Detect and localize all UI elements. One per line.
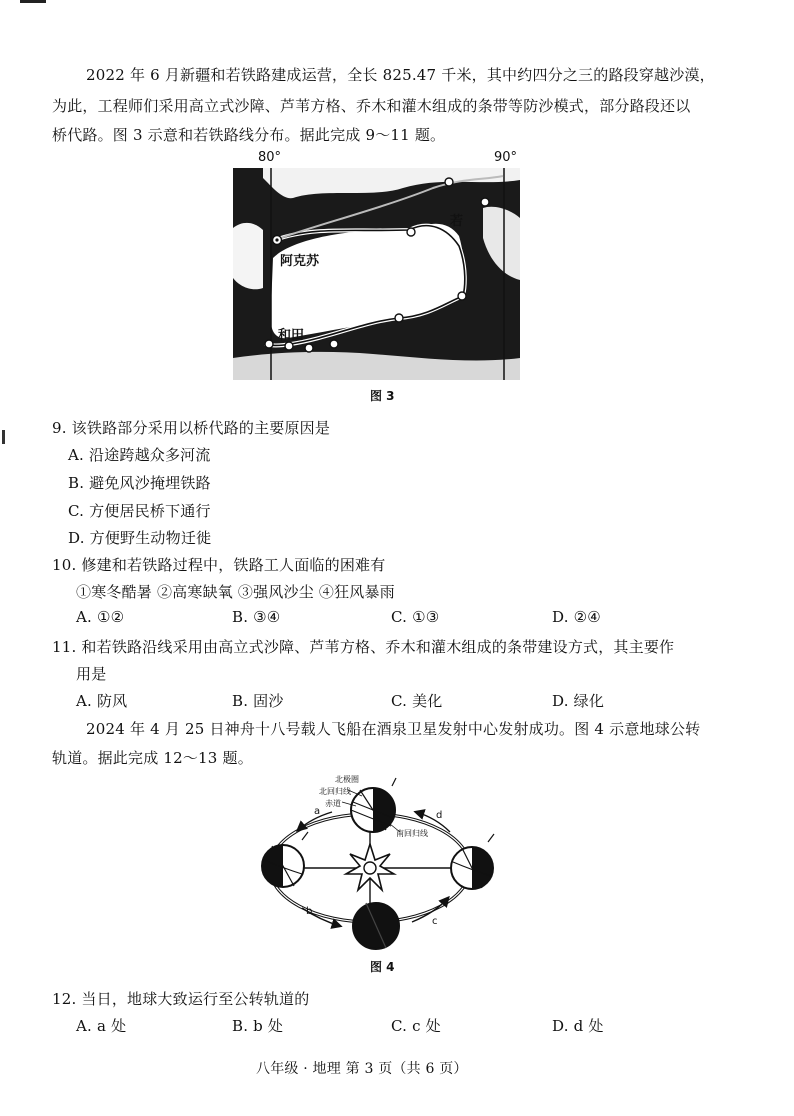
q11-stem-line1: 11. 和若铁路沿线采用由高立式沙障、芦苇方格、乔木和灌木组成的条带建设方式，其主要作 xyxy=(52,638,675,656)
q10-stem: 10. 修建和若铁路过程中，铁路工人面临的困难有 xyxy=(52,556,386,574)
fig3-lon-80: 80° xyxy=(258,150,282,165)
q11-option-c: C. 美化 xyxy=(391,692,443,710)
q10-option-c: C. ①③ xyxy=(391,608,440,626)
intro1-line1: 2022 年 6 月新疆和若铁路建成运营，全长 825.47 千米，其中约四分之三的路段穿越沙漠， xyxy=(86,66,715,84)
q9-option-b: B. 避免风沙掩埋铁路 xyxy=(68,474,211,492)
fig3-caption: 图 3 xyxy=(370,389,395,403)
scan-speck xyxy=(2,430,5,444)
fig4-position-c: c xyxy=(432,916,438,927)
q12-option-b: B. b 处 xyxy=(232,1017,284,1035)
fig3-lon-90: 90° xyxy=(494,150,518,165)
intro1-line2: 为此，工程师们采用高立式沙障、芦苇方格、乔木和灌木组成的条带等防沙模式，部分路段还以 xyxy=(52,97,691,115)
fig4-label-equator: 赤道 xyxy=(325,799,341,808)
fig4-label-tropic-south: 南回归线 xyxy=(396,829,428,838)
fig4-label-tropic-north: 北回归线 xyxy=(319,787,351,796)
page-footer: 八年级 · 地理 第 3 页（共 6 页） xyxy=(256,1061,468,1077)
fig3-railway-map xyxy=(233,168,520,380)
q11-option-b: B. 固沙 xyxy=(232,692,284,710)
q10-option-a: A. ①② xyxy=(76,608,125,626)
q12-option-c: C. c 处 xyxy=(391,1017,441,1035)
q9-option-c: C. 方便居民桥下通行 xyxy=(68,502,211,520)
q11-option-d: D. 绿化 xyxy=(552,692,605,710)
fig4-position-b: b xyxy=(306,906,313,917)
fig4-orbit-diagram xyxy=(250,770,510,955)
q9-option-d: D. 方便野生动物迁徙 xyxy=(68,529,212,547)
fig4-label-arctic: 北极圈 xyxy=(335,775,359,784)
fig4-position-d: d xyxy=(436,810,443,821)
fig3-city-ruoqiang: 若 xyxy=(450,214,464,229)
q10-items: ①寒冬酷暑 ②高寒缺氧 ③强风沙尘 ④狂风暴雨 xyxy=(76,583,395,601)
intro1-line3: 桥代路。图 3 示意和若铁路线分布。据此完成 9～11 题。 xyxy=(52,126,446,144)
q12-option-d: D. d 处 xyxy=(552,1017,604,1035)
q12-stem: 12. 当日，地球大致运行至公转轨道的 xyxy=(52,990,310,1008)
q9-option-a: A. 沿途跨越众多河流 xyxy=(68,446,211,464)
q10-option-d: D. ②④ xyxy=(552,608,601,626)
fig4-caption: 图 4 xyxy=(370,960,395,974)
intro2-line2: 轨道。据此完成 12～13 题。 xyxy=(52,749,253,767)
fig3-city-aksu: 阿克苏 xyxy=(280,254,320,269)
q11-option-a: A. 防风 xyxy=(76,692,128,710)
fig3-city-hotan: 和田 xyxy=(278,328,305,343)
q12-option-a: A. a 处 xyxy=(76,1017,127,1035)
q11-stem-line2: 用是 xyxy=(76,665,107,683)
q10-option-b: B. ③④ xyxy=(232,608,281,626)
scan-corner-mark xyxy=(20,0,46,3)
fig4-position-a: a xyxy=(314,806,321,817)
intro2-line1: 2024 年 4 月 25 日神舟十八号载人飞船在酒泉卫星发射中心发射成功。图 4 示意地球公转 xyxy=(86,720,701,738)
q9-stem: 9. 该铁路部分采用以桥代路的主要原因是 xyxy=(52,419,331,437)
